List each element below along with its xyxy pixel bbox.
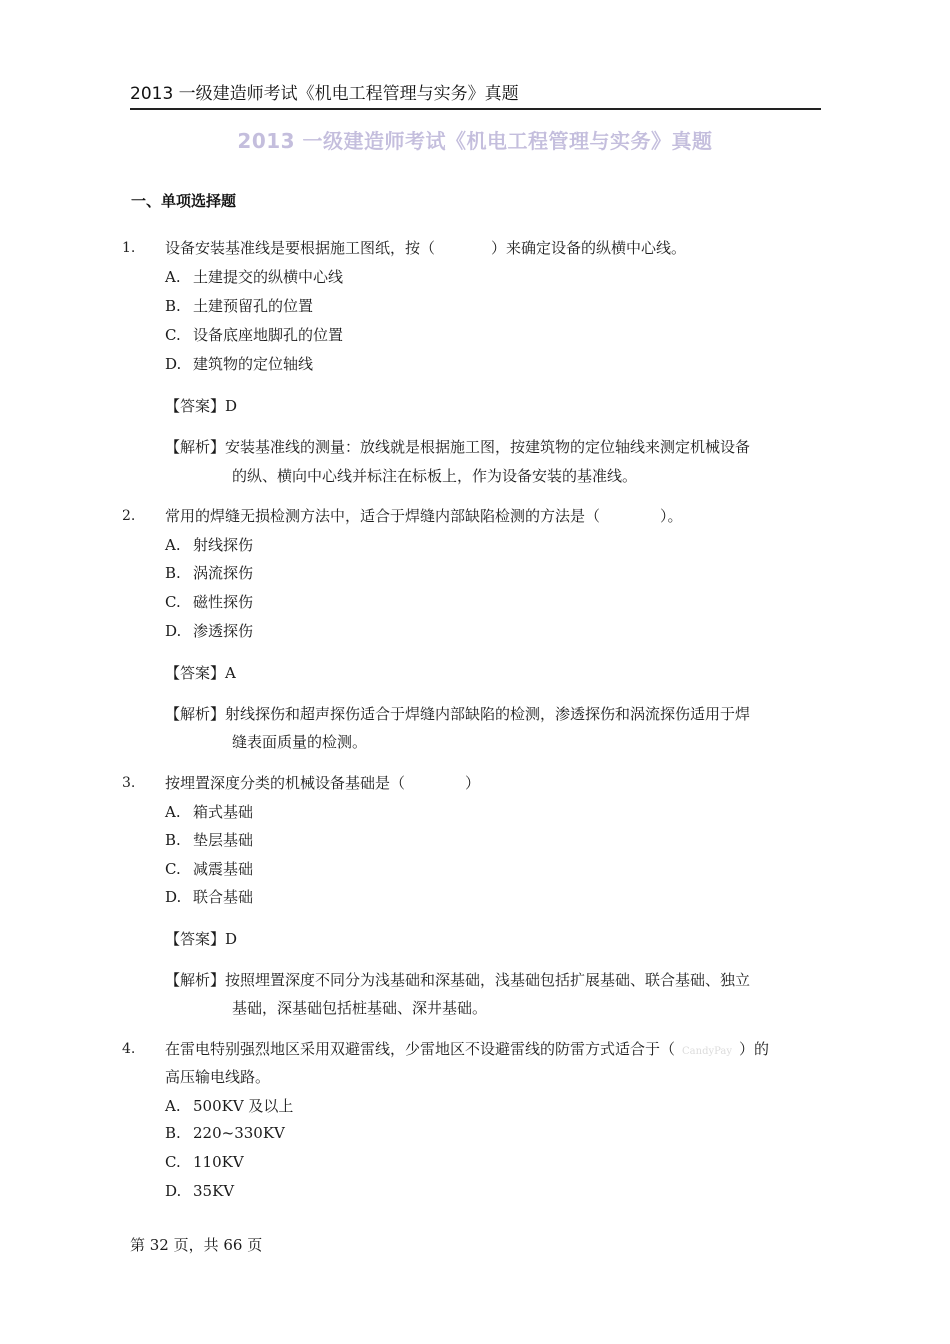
question-stem: 按埋置深度分类的机械设备基础是（ ） bbox=[165, 774, 481, 792]
option-a: A. 土建提交的纵横中心线 bbox=[165, 268, 344, 286]
option-c: C. 磁性探伤 bbox=[165, 593, 254, 611]
page-header: 2013 一级建造师考试《机电工程管理与实务》真题 bbox=[130, 82, 821, 110]
option-c: C. 110KV bbox=[165, 1153, 244, 1171]
page-footer: 第 32 页，共 66 页 bbox=[130, 1236, 263, 1254]
option-b: B. 涡流探伤 bbox=[165, 564, 254, 582]
option-d: D. 渗透探伤 bbox=[165, 622, 254, 640]
question-stem: 设备安装基准线是要根据施工图纸，按（ ）来确定设备的纵横中心线。 bbox=[165, 239, 687, 257]
option-d: D. 联合基础 bbox=[165, 888, 254, 906]
question-stem: 常用的焊缝无损检测方法中，适合于焊缝内部缺陷检测的方法是（ ）。 bbox=[165, 507, 683, 525]
analysis-continuation: 基础，深基础包括桩基础、深井基础。 bbox=[232, 999, 488, 1017]
option-c: C. 设备底座地脚孔的位置 bbox=[165, 326, 344, 344]
option-d: D. 建筑物的定位轴线 bbox=[165, 355, 314, 373]
option-c: C. 减震基础 bbox=[165, 860, 254, 878]
analysis-continuation: 的纵、横向中心线并标注在标板上，作为设备安装的基准线。 bbox=[232, 467, 638, 485]
watermark-text: CandyPay bbox=[682, 1046, 733, 1057]
analysis-line: 【解析】射线探伤和超声探伤适合于焊缝内部缺陷的检测，渗透探伤和涡流探伤适用于焊 bbox=[165, 705, 751, 723]
option-b: B. 220~330KV bbox=[165, 1124, 285, 1142]
analysis-line: 【解析】按照埋置深度不同分为浅基础和深基础，浅基础包括扩展基础、联合基础、独立 bbox=[165, 971, 751, 989]
option-a: A. 500KV 及以上 bbox=[165, 1097, 294, 1115]
option-d: D. 35KV bbox=[165, 1182, 235, 1200]
question-number: 2. bbox=[122, 508, 136, 524]
answer-line: 【答案】D bbox=[165, 397, 238, 415]
answer-line: 【答案】D bbox=[165, 930, 238, 948]
question-stem: 在雷电特别强烈地区采用双避雷线，少雷地区不设避雷线的防雷方式适合于（ CandyPay ）的 bbox=[165, 1039, 769, 1062]
analysis-line: 【解析】安装基准线的测量：放线就是根据施工图，按建筑物的定位轴线来测定机械设备 bbox=[165, 438, 751, 456]
document-title: 2013 一级建造师考试《机电工程管理与实务》真题 bbox=[237, 129, 713, 153]
question-number: 3. bbox=[122, 775, 136, 791]
analysis-continuation: 缝表面质量的检测。 bbox=[232, 733, 368, 751]
question-number: 1. bbox=[122, 240, 136, 256]
answer-line: 【答案】A bbox=[165, 664, 236, 682]
section-heading: 一、单项选择题 bbox=[131, 192, 237, 210]
option-b: B. 垫层基础 bbox=[165, 831, 254, 849]
question-stem-continuation: 高压输电线路。 bbox=[165, 1068, 271, 1086]
option-a: A. 射线探伤 bbox=[165, 536, 254, 554]
option-a: A. 箱式基础 bbox=[165, 803, 254, 821]
question-number: 4. bbox=[122, 1041, 136, 1057]
option-b: B. 土建预留孔的位置 bbox=[165, 297, 314, 315]
